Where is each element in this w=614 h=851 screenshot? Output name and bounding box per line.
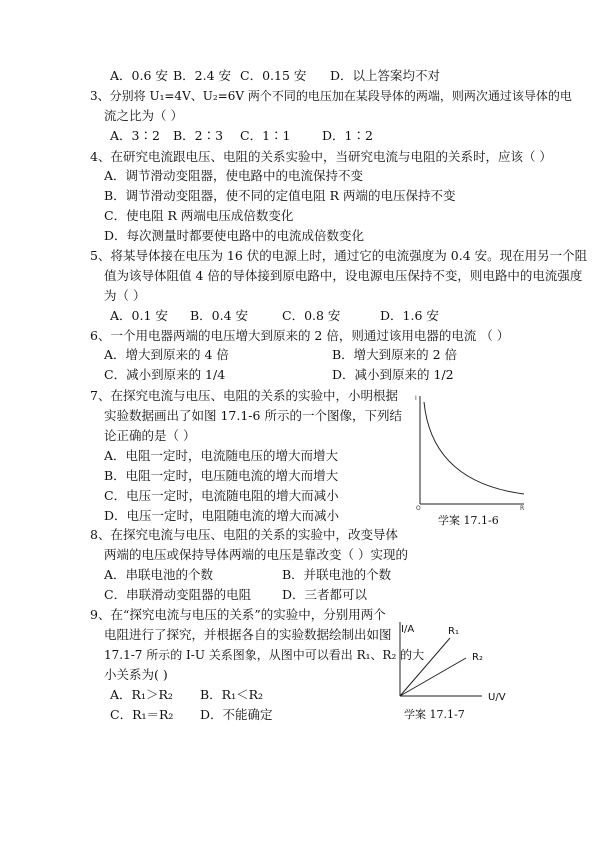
fig6-origin: O: [416, 505, 421, 512]
q8-option-b: B．并联电池的个数: [282, 567, 392, 582]
q7-stem-line1: 7、在探究电流与电压、电阻的关系的实验中，小明根据: [90, 388, 398, 403]
q2-option-d: D．以上答案均不对: [330, 68, 441, 83]
q9-option-a: A．R₁＞R₂: [110, 687, 173, 702]
q9-stem-line2: 电阻进行了探究，并根据各自的实验数据绘制出如图: [104, 627, 392, 642]
q9-option-b: B．R₁＜R₂: [200, 687, 264, 702]
q3-option-d: D．1∶2: [322, 128, 373, 143]
figure-17-1-6: [410, 392, 530, 510]
fig6-y-label: I: [415, 395, 417, 402]
fig6-curve: [424, 402, 524, 494]
q4-option-a: A．调节滑动变阻器，使电路中的电流保持不变: [104, 168, 364, 183]
q3-stem-line1: 3、分别将 U₁=4V、U₂=6V 两个不同的电压加在某段导体的两端，则两次通过该导体的电: [90, 89, 572, 103]
q5-stem-line3: 为（ ）: [104, 288, 146, 303]
fig7-r2-line: [400, 658, 466, 696]
q7-option-d: D．电压一定时，电阻随电流的增大而减小: [104, 508, 340, 523]
q8-stem-line1: 8、在探究电流与电压、电阻的关系的实验中，改变导体: [90, 527, 398, 542]
q7-option-c: C．电压一定时，电流随电阻的增大而减小: [104, 488, 339, 503]
q8-stem-line2: 两端的电压或保持导体两端的电压是靠改变（ ）实现的: [104, 547, 408, 562]
q9-option-d: D．不能确定: [200, 707, 273, 722]
q9-stem-line1: 9、在“探究电流与电压的关系”的实验中，分别用两个: [90, 607, 386, 622]
q3-option-a: A．3∶2: [110, 128, 160, 143]
q3-option-c: C．1∶1: [240, 128, 291, 143]
figure-17-1-6-caption: 学案 17.1-6: [438, 514, 499, 527]
q6-option-d: D．减小到原来的 1/2: [332, 367, 454, 382]
q7-stem-line3: 论正确的是（ ）: [104, 428, 196, 443]
q5-option-b: B．0.4 安: [190, 308, 249, 323]
q6-option-c: C．减小到原来的 1/4: [104, 367, 226, 382]
q9-option-c: C．R₁＝R₂: [110, 707, 174, 722]
fig7-r1-label: R₁: [448, 626, 459, 637]
q7-option-a: A．电阻一定时，电流随电压的增大而增大: [104, 448, 339, 463]
q3-option-b: B．2∶3: [173, 128, 224, 143]
q5-option-c: C．0.8 安: [282, 308, 341, 323]
q9-stem-line4: 小关系为( ): [104, 667, 168, 682]
q7-stem-line2: 实验数据画出了如图 17.1-6 所示的一个图像，下列结: [104, 408, 402, 423]
q5-option-a: A．0.1 安: [110, 308, 168, 323]
q2-option-a: A．0.6 安: [110, 68, 168, 83]
q2-option-c: C．0.15 安: [240, 68, 307, 83]
q8-option-d: D．三者都可以: [282, 587, 368, 602]
fig7-y-label: I/A: [401, 624, 415, 635]
q6-option-a: A．增大到原来的 4 倍: [104, 347, 229, 362]
q7-option-b: B．电阻一定时，电压随电流的增大而增大: [104, 468, 339, 483]
q9-stem-line3: 17.1-7 所示的 I-U 关系图象，从图中可以看出 R₁、R₂ 的大: [104, 648, 425, 662]
q5-stem-line1: 5、将某导体接在电压为 16 伏的电源上时，通过它的电流强度为 0.4 安。现在用另一个阻: [90, 248, 588, 263]
q5-option-d: D．1.6 安: [380, 308, 439, 323]
q5-stem-line2: 值为该导体阻值 4 倍的导体接到原电路中，设电源电压保持不变，则电路中的电流强度: [104, 268, 583, 283]
q8-option-c: C．串联滑动变阻器的电阻: [104, 587, 252, 602]
q6-option-b: B．增大到原来的 2 倍: [332, 347, 458, 362]
q4-stem: 4、在研究电流跟电压、电阻的关系实验中，当研究电流与电阻的关系时，应该（ ）: [90, 149, 552, 164]
q8-option-a: A．串联电池的个数: [104, 567, 214, 582]
q6-stem: 6、一个用电器两端的电压增大到原来的 2 倍，则通过该用电器的电流 （ ）: [90, 328, 510, 343]
q2-option-b: B．2.4 安: [173, 68, 232, 83]
fig7-x-label: U/V: [488, 692, 506, 703]
fig6-x-label: R: [520, 505, 525, 512]
q4-option-b: B．调节滑动变阻器，使不同的定值电阻 R 两端的电压保持不变: [104, 188, 456, 203]
q3-stem-line2: 流之比为（ ）: [104, 108, 183, 123]
q4-option-c: C．使电阻 R 两端电压成倍数变化: [104, 208, 294, 223]
q4-option-d: D．每次测量时都要使电路中的电流成倍数变化: [104, 228, 365, 243]
figure-17-1-7: [386, 618, 526, 702]
fig7-r2-label: R₂: [472, 652, 483, 663]
figure-17-1-7-caption: 学案 17.1-7: [404, 708, 465, 721]
fig7-r1-line: [400, 638, 450, 696]
